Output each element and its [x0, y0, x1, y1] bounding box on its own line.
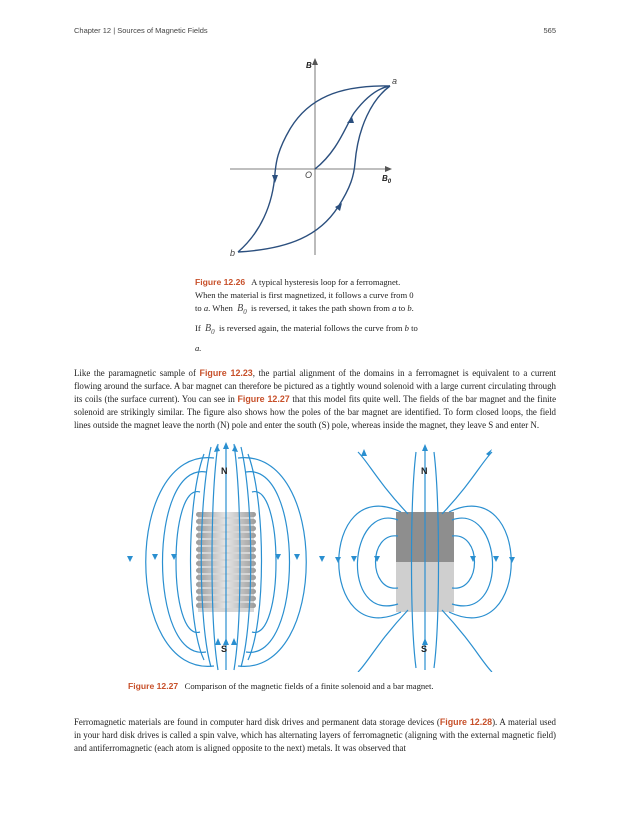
point-b-label: b [230, 248, 236, 258]
paragraph-ferromagnetic-materials: Ferromagnetic materials are found in computer hard disk drives and permanent data storage devices (Figure 12.28). A material used in your hard disk drives is called a spin valve, which has alternating layers of ferromagnetic (aligning with the external magnetic field) and antiferromagnetic (each atom is aligned opposite to the next) metals. It was observed that [74, 717, 556, 753]
magnet-south-label: S [421, 644, 428, 654]
paragraph-domains: Like the paramagnetic sample of Figure 12.23, the partial alignment of the domains in a ferromagnet is equivalent to a current flowing around the surface. A bar magnet can therefore be pictured as a tightly wound solenoid with a large current circulating through its coils (the surface current). You can see in Figure 12.27 that this model fits quite well. The fields of the bar magnet and the finite solenoid are strikingly similar. The figure also shows how the poles of the bar magnet are identified. To form closed loops, the field lines outside the magnet leave the north (N) pole and enter the south (S) pole, whereas inside the magnet, they leave S and enter N. [74, 368, 557, 430]
solenoid-south-label: S [221, 644, 228, 654]
hysteresis-figure [220, 55, 420, 265]
magnet-north-label: N [421, 466, 428, 476]
y-axis-label: B [306, 61, 312, 70]
figure-12-26-label: Figure 12.26 [195, 277, 246, 287]
figure-12-27-link[interactable]: Figure 12.27 [237, 393, 290, 404]
figure-12-27-caption: Figure 12.27 Comparison of the magnetic fields of a finite solenoid and a bar magnet. [128, 681, 434, 691]
figure-12-23-link[interactable]: Figure 12.23 [199, 368, 253, 378]
page-number: 565 [543, 26, 556, 35]
origin-label: O [305, 170, 313, 180]
x-axis-arrow [385, 166, 392, 172]
figure-12-26-caption: Figure 12.26 A typical hysteresis loop for a ferromagnet. When the material is first magnetized, it follows a curve from 0 to a. When $B_0$ is reversed, it takes the path shown from a to b. If $B_0$ is reversed again, the material follows the curve from b to a. [195, 277, 418, 353]
point-a-label: a [392, 76, 398, 86]
running-header-chapter: Chapter 12 | Sources of Magnetic Fields [74, 26, 208, 35]
solenoid-north-label: N [221, 466, 228, 476]
arrow-descending [272, 175, 278, 183]
y-axis-arrow [312, 58, 318, 65]
solenoid-field-lines [146, 444, 307, 670]
x-axis-label: $B_0$ [382, 174, 392, 185]
solenoid-bar-magnet-figure [118, 442, 518, 672]
figure-12-28-link[interactable]: Figure 12.28 [439, 717, 493, 727]
initial-magnetization-curve [315, 86, 390, 169]
figure-12-27-label: Figure 12.27 [128, 681, 179, 691]
